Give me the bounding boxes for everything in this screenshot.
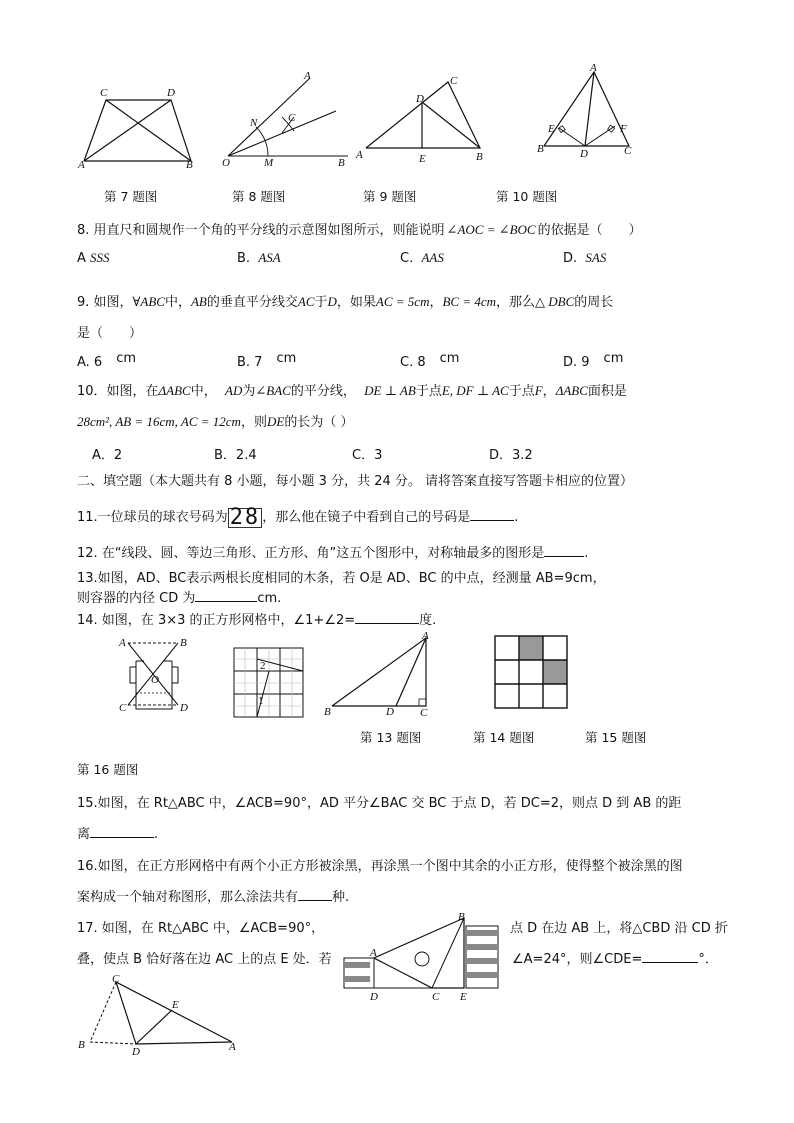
q8-expr: ∠AOC = ∠BOC [446,222,536,237]
figure-8 [218,70,358,170]
fig-set-label-b: B [458,911,465,923]
fig13-label-angle1: 1 [258,695,264,707]
fig10-label-d: D [580,148,588,160]
fig17-label-e: E [172,999,179,1011]
q8-option-c[interactable]: C. AAS [400,250,444,266]
fig9-label-e: E [419,153,426,165]
q9-stem-line2: 是（ ） [77,326,143,341]
fig16-label-a: A [119,637,126,649]
jersey-number: 28 [229,504,261,530]
fig10-label-c: C [624,145,632,157]
fig10-label-e: E [548,123,555,135]
figure-10 [534,62,644,160]
fig9-label-b: B [476,151,483,163]
fig-set-label-d: D [370,991,378,1003]
q14-stem: 14. 如图，在 3×3 的正方形网格中，∠1+∠2= 度. [77,613,437,628]
q10-option-a[interactable]: A．2 [92,448,123,463]
fig8-label-o: O [222,157,230,169]
q9-option-d[interactable]: D. 9 cm [563,351,624,370]
q15-line1: 15.如图，在 Rt△ABC 中，∠ACB=90°，AD 平分∠BAC 交 BC 于点 D，若 DC=2，则点 D 到 AB 的距 [77,796,682,811]
caption-fig7: 第 7 题图 [104,189,158,204]
q15-line2: 离 . [77,827,159,842]
q9-option-a[interactable]: A. 6 cm [77,351,137,370]
fig16-label-o: O [151,674,159,686]
q13-answer-blank[interactable] [195,589,257,602]
caption-fig8: 第 8 题图 [232,189,286,204]
fig7-label-b: B [186,159,193,171]
fig13-label-angle2: 2 [260,660,266,672]
q10-option-b[interactable]: B．2.4 [214,448,257,463]
fig17-label-c: C [112,973,120,985]
fig8-label-c: C [288,112,296,124]
figure-17 [76,972,244,1056]
fig14-label-d: D [386,706,394,718]
caption-fig10: 第 10 题图 [496,189,558,204]
q16-answer-blank[interactable] [298,888,332,901]
q10-option-c[interactable]: C．3 [352,448,383,463]
q17-answer-blank[interactable] [642,950,698,963]
fig17-label-b: B [78,1039,85,1051]
q9-option-b[interactable]: B. 7 cm [237,351,297,370]
fig16-label-c: C [119,702,127,714]
caption-fig9: 第 9 题图 [363,189,417,204]
q14-answer-blank[interactable] [355,611,419,624]
figure-14 [320,628,438,718]
fig10-label-f: F [620,123,627,135]
figure-13 [233,647,305,719]
fig10-label-b: B [537,143,544,155]
figure-7 [78,84,198,169]
fig14-label-b: B [324,706,331,718]
caption-fig15: 第 15 题图 [585,730,647,745]
q10-stem-line1: 10．如图，在ΔABC中， AD为∠BAC的平分线， DE ⊥ AB于点E, DF ⊥ AC于点F，ΔABC面积是 [77,383,627,399]
q11-stem: 11.一位球员的球衣号码为28 ，那么他在镜子中看到自己的号码是 . [77,504,519,530]
fig14-label-a: A [422,630,429,642]
fig9-label-a: A [356,149,363,161]
fig8-label-b: B [338,157,345,169]
q8-option-b[interactable]: B. ASA [237,250,281,266]
fig-set-label-a: A [370,947,377,959]
section-2-heading: 二、填空题（本大题共有 8 小题，每小题 3 分，共 24 分。 请将答案直接写答题卡相应的位置） [77,474,634,489]
q10-option-d[interactable]: D．3.2 [489,448,533,463]
fig7-label-a: A [78,159,85,171]
fig7-label-d: D [167,87,175,99]
fig8-label-m: M [264,157,274,169]
q8-option-d[interactable]: D. SAS [563,250,607,266]
caption-fig14: 第 14 题图 [473,730,535,745]
fig8-label-a: A [304,70,311,82]
fig16-label-d: D [180,702,188,714]
fig-set-label-c: C [432,991,440,1003]
fig7-label-c: C [100,87,108,99]
q9-option-c[interactable]: C. 8 cm [400,351,460,370]
q17-line2b: ∠A=24°，则∠CDE= °． [512,952,718,967]
figure-9 [354,72,494,168]
fig8-label-n: N [250,117,258,129]
fig9-label-d: D [416,93,424,105]
q17-line1b: 点 D 在边 AB 上，将△CBD 沿 CD 折 [510,921,728,936]
q17-line1a: 17. 如图，在 Rt△ABC 中，∠ACB=90°， [77,921,325,936]
caption-fig16: 第 16 题图 [77,762,139,777]
fig17-label-a: A [229,1041,236,1053]
q17-line2a: 叠，使点 B 恰好落在边 AC 上的点 E 处．若 [77,952,332,967]
q16-line1: 16.如图，在正方形网格中有两个小正方形被涂黑，再涂黑一个图中其余的小正方形，使得整个被涂黑的图 [77,859,683,874]
caption-fig13: 第 13 题图 [360,730,422,745]
q10-stem-line2: 28cm², AB = 16cm, AC = 12cm，则DE的长为（ ） [77,414,354,430]
q8-option-a[interactable]: A SSS [77,250,110,266]
fig16-label-b: B [180,637,187,649]
q8-stem: 8. 用直尺和圆规作一个角的平分线的示意图如图所示，则能说明 ∠AOC = ∠BOC 的依据是（ ） [77,222,642,238]
fig14-label-c: C [420,707,428,719]
fig9-label-c: C [450,75,458,87]
fig10-label-a: A [590,62,597,74]
q15-answer-blank[interactable] [90,825,154,838]
fig-set-label-e: E [460,991,467,1003]
q12-stem: 12. 在“线段、圆、等边三角形、正方形、角”这五个图形中，对称轴最多的图形是 . [77,546,589,561]
figure-set-square [340,912,502,1004]
q13-line1: 13.如图，AD、BC表示两根长度相同的木条，若 O是 AD、BC 的中点，经测量 AB=9cm， [77,571,606,586]
figure-15 [494,635,570,711]
q12-answer-blank[interactable] [544,544,584,557]
fig17-label-d: D [132,1046,140,1058]
q9-stem-line1: 9. 如图，∀ABC中，AB的垂直平分线交AC于D，如果AC = 5cm，BC = 4cm，那么△ DBC的周长 [77,294,614,310]
figure-16 [116,633,200,723]
q16-line2: 案构成一个轴对称图形，那么涂法共有 种. [77,890,350,905]
q13-line2: 则容器的内径 CD 为 cm. [77,591,282,606]
q11-answer-blank[interactable] [470,508,514,521]
